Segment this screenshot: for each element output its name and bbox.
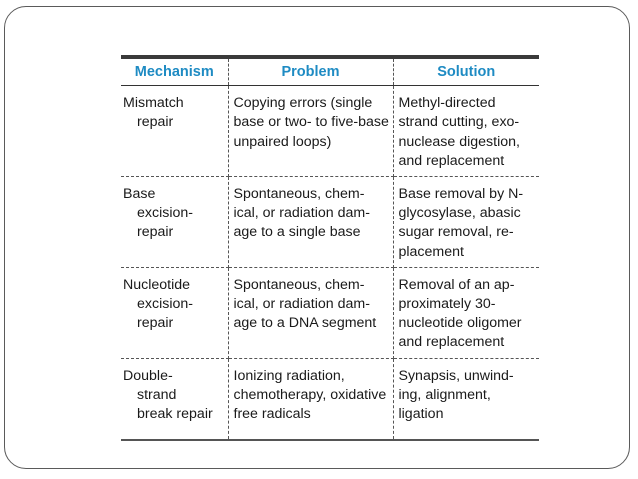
table-row xyxy=(121,267,539,358)
mechanism-line: Base xyxy=(123,186,156,203)
mechanism-cell xyxy=(121,177,228,268)
header-solution: Solution xyxy=(393,57,539,86)
mechanism-line: excision- xyxy=(137,296,193,313)
solution-cell: Base removal by N-glycosylase, abasic sugar removal, re-placement xyxy=(393,177,539,268)
mechanism-cell xyxy=(121,86,228,177)
mechanism-line: repair xyxy=(137,114,174,131)
solution-cell: Methyl-directed strand cutting, exo-nuclease digestion, and replacement xyxy=(393,86,539,177)
mechanism-line: repair xyxy=(137,315,174,332)
mechanism-line: excision- xyxy=(137,205,193,222)
table-row xyxy=(121,86,539,177)
mechanism-line: break repair xyxy=(137,406,213,423)
solution-cell: Removal of an ap-proximately 30-nucleotide oligomer and replacement xyxy=(393,267,539,358)
dna-repair-table xyxy=(121,55,539,441)
header-problem: Problem xyxy=(228,57,393,86)
problem-cell: Spontaneous, chem-ical, or radiation dam-age to a single base xyxy=(228,177,393,268)
mechanism-line: repair xyxy=(137,224,174,241)
problem-cell: Copying errors (single base or two- to five-base unpaired loops) xyxy=(228,86,393,177)
table-row xyxy=(121,177,539,268)
mechanism-line: Mismatch xyxy=(123,95,184,112)
table-row xyxy=(121,358,539,440)
slide-frame xyxy=(4,6,630,469)
problem-cell: Ionizing radiation, chemotherapy, oxidative free radicals xyxy=(228,358,393,440)
mechanism-line: Double- xyxy=(123,367,173,384)
table-header-row xyxy=(121,57,539,86)
mechanism-line: strand xyxy=(137,386,177,403)
mechanism-line: Nucleotide xyxy=(123,276,191,293)
header-mechanism: Mechanism xyxy=(121,57,228,86)
mechanism-cell xyxy=(121,358,228,440)
problem-cell: Spontaneous, chem-ical, or radiation dam-age to a DNA segment xyxy=(228,267,393,358)
solution-cell: Synapsis, unwind-ing, alignment, ligation xyxy=(393,358,539,440)
mechanism-cell xyxy=(121,267,228,358)
